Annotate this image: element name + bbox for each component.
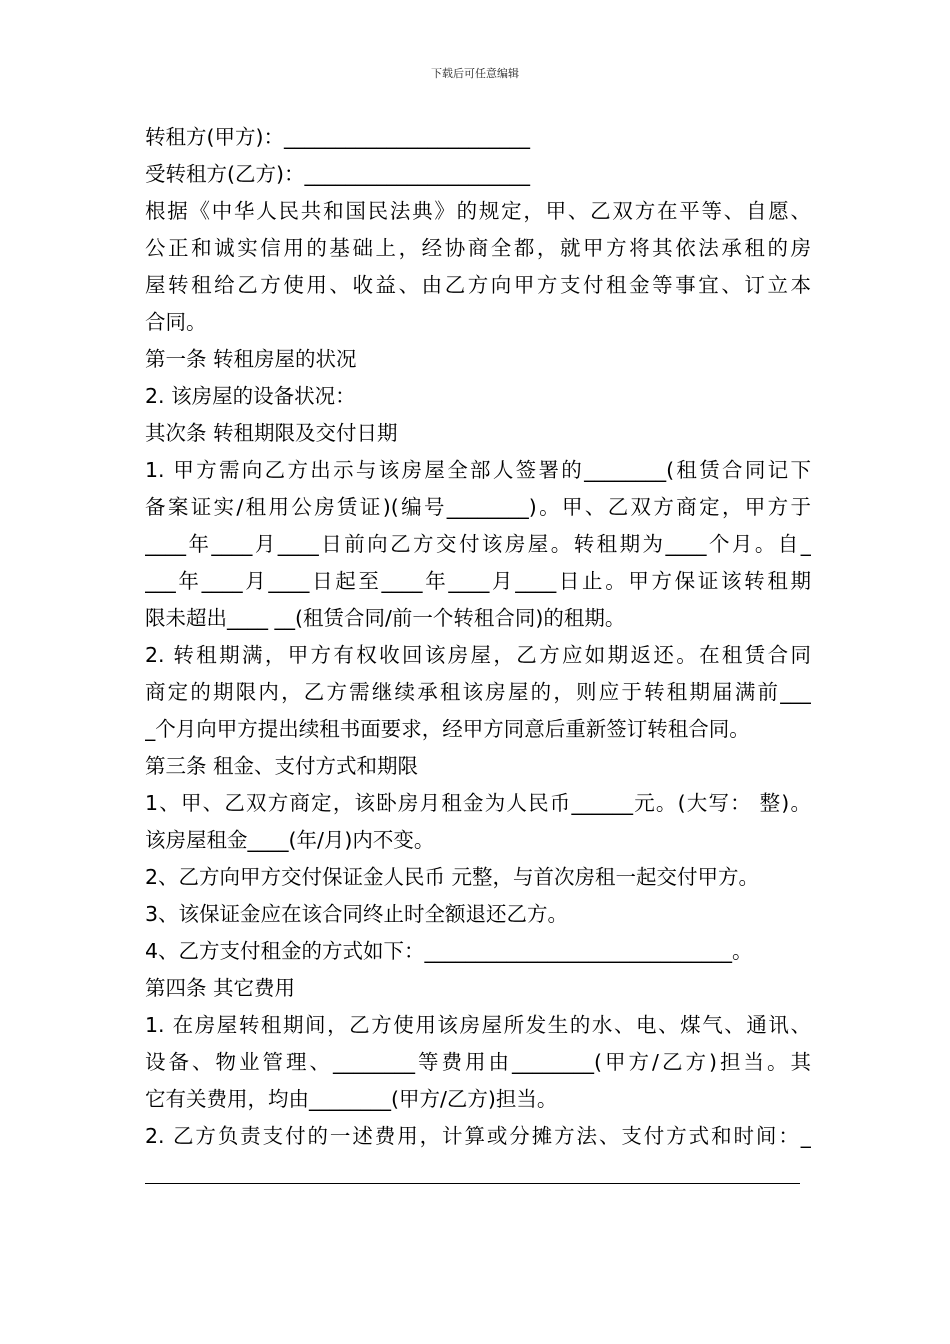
document-line: 2、乙方向甲方交付保证金人民币 元整，与首次房租一起交付甲方。 [145,865,760,889]
document-line: 3、该保证金应在该合同终止时全额退还乙方。 [145,902,569,926]
document-line: 它有关费用，均由________(甲方/乙方)担当。 [145,1087,558,1111]
document-line: 其次条 转租期限及交付日期 [145,421,398,445]
document-line: 转租方(甲方)：________________________ [145,125,530,149]
document-line: 2. 该房屋的设备状况： [145,384,356,408]
document-line: 1. 在房屋转租期间，乙方使用该房屋所发生的水、电、煤气、通讯、 [145,1013,811,1037]
document-line: 1、甲、乙双方商定，该卧房月租金为人民币______元。(大写： 整)。 [145,791,811,815]
document-line: 公正和诚实信用的基础上，经协商全都，就甲方将其依法承租的房 [145,236,811,260]
document-line: 第一条 转租房屋的状况 [145,347,357,371]
document-line: 根据《中华人民共和国民法典》的规定，甲、乙双方在平等、自愿、 [145,199,811,223]
document-body [145,119,811,1192]
document-line: 1. 甲方需向乙方出示与该房屋全部人签署的________(租赁合同记下 [145,458,811,482]
document-line: ____年____月____日前向乙方交付该房屋。转租期为____个月。自_ [145,532,811,556]
document-line: 2. 乙方负责支付的一述费用，计算或分摊方法、支付方式和时间：_ [145,1124,811,1148]
page-header-note: 下载后可任意编辑 [431,67,519,80]
document-line: 合同。 [145,310,207,334]
document-line: 2. 转租期满，甲方有权收回该房屋，乙方应如期返还。在租赁合同 [145,643,811,667]
document-line: 限未超出____ __(租赁合同/前一个转租合同)的租期。 [145,606,626,630]
document-line: 第三条 租金、支付方式和期限 [145,754,419,778]
document-line: ___年____月____日起至____年____月____日止。甲方保证该转租期 [145,569,811,593]
document-line: 屋转租给乙方使用、收益、由乙方向甲方支付租金等事宜、订立本 [145,273,811,297]
document-line: 商定的期限内，乙方需继续承租该房屋的，则应于转租期届满前___ [145,680,811,704]
document-line: 备案证实/租用公房赁证)(编号________)。甲、乙双方商定，甲方于 [145,495,811,519]
blank-fill-rule [145,1155,811,1192]
document-line: 第四条 其它费用 [145,976,296,1000]
document-line: 设备、物业管理、________等费用由________(甲方/乙方)担当。其 [145,1050,811,1074]
document-line: 受转租方(乙方)：______________________ [145,162,530,186]
document-line: 该房屋租金____(年/月)内不变。 [145,828,435,852]
document-line: _个月向甲方提出续租书面要求，经甲方同意后重新签订转租合同。 [145,717,750,741]
document-line: 4、乙方支付租金的方式如下：______________________________。 [145,939,753,963]
